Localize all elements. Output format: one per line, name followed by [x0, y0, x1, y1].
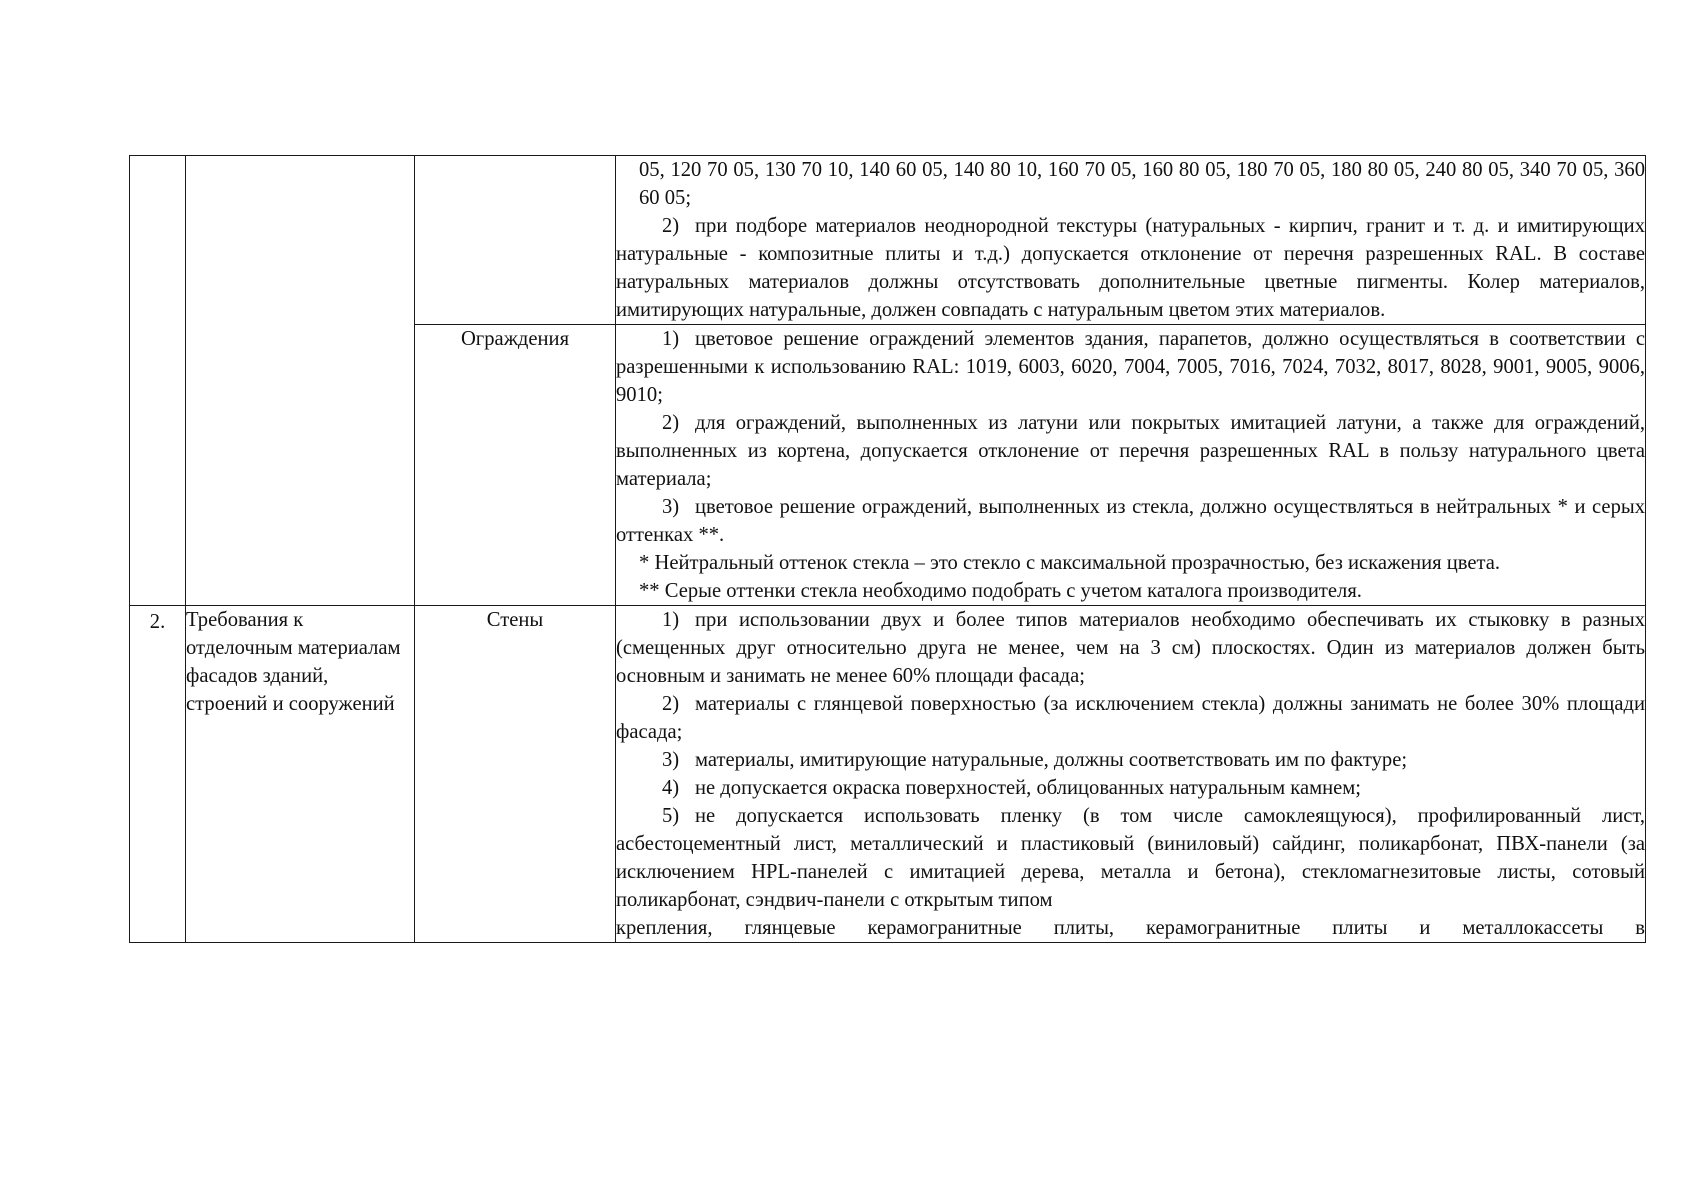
list-item-number: 5) — [662, 805, 680, 827]
list-item-number: 2) — [662, 215, 680, 237]
continued-text: крепления, глянцевые керамогранитные плиты, керамогранитные плиты и металлокассеты в — [616, 917, 1645, 939]
row-number-cell — [130, 156, 186, 606]
requirements-table — [129, 155, 1646, 943]
list-item-text: цветовое решение ограждений элементов здания, парапетов, должно осуществляться в соответствии с разрешенными к использованию RAL: 1019, 6003, 6020, 7004, 7005, 7016, 7024, 7032, 8017, 8028, 9001, 9005, 9006, 9010; — [616, 328, 1645, 406]
ral-list-continuation: 05, 120 70 05, 130 70 10, 140 60 05, 140 80 10, 160 70 05, 160 80 05, 180 70 05, 180 80 05, 240 80 05, 340 70 05, 360 60 05; — [639, 159, 1645, 209]
element-cell-walls: Стены — [415, 606, 616, 943]
table-row-walls — [130, 606, 1646, 943]
list-item-number: 2) — [662, 412, 680, 434]
content-cell-walls — [616, 606, 1646, 943]
requirement-cell: Требования к отделочным материалам фасадов зданий, строений и сооружений — [186, 606, 415, 943]
list-item-number: 1) — [662, 609, 680, 631]
element-cell-fences: Ограждения — [415, 325, 616, 606]
table-row-continuation — [130, 156, 1646, 325]
list-item — [616, 774, 1645, 802]
list-item — [616, 212, 1645, 324]
list-item-number: 1) — [662, 328, 680, 350]
list-item-text: не допускается использовать пленку (в том числе самоклеящуюся), профилированный лист, асбестоцементный лист, металлический и пластиковый (виниловый) сайдинг, поликарбонат, ПВХ-панели (за исключением HPL-панелей с имитацией дерева, металла и бетона), стекломагнезитовые листы, сотовый поликарбонат, сэндвич-панели с открытым типом — [616, 805, 1645, 911]
requirement-cell — [186, 156, 415, 606]
list-item-number: 2) — [662, 693, 680, 715]
list-item-text: материалы с глянцевой поверхностью (за исключением стекла) должны занимать не более 30% площади фасада; — [616, 693, 1645, 743]
list-item — [616, 493, 1645, 549]
list-item-text: не допускается окраска поверхностей, облицованных натуральным камнем; — [695, 777, 1362, 799]
list-item-text: для ограждений, выполненных из латуни или покрытых имитацией латуни, а также для ограждений, выполненных из кортена, допускается отклонение от перечня разрешенных RAL в пользу натурального цвета материала; — [616, 412, 1645, 490]
list-item-text: при подборе материалов неоднородной текстуры (натуральных - кирпич, гранит и т. д. и имитирующих натуральные - композитные плиты и т.д.) допускается отклонение от перечня разрешенных RAL. В составе натуральных материалов должны отсутствовать дополнительные цветные пигменты. Колер материалов, имитирующих натуральные, должен совпадать с натуральным цветом этих материалов. — [616, 215, 1645, 321]
element-cell — [415, 156, 616, 325]
list-item-number: 3) — [662, 496, 680, 518]
list-item-number: 3) — [662, 749, 680, 771]
list-item-text: цветовое решение ограждений, выполненных из стекла, должно осуществляться в нейтральных * и серых оттенках **. — [616, 496, 1645, 546]
row-number-cell: 2. — [130, 606, 186, 943]
footnote-neutral-glass: * Нейтральный оттенок стекла – это стекло с максимальной прозрачностью, без искажения цвета. — [639, 552, 1501, 574]
footnote-grey-glass: ** Серые оттенки стекла необходимо подобрать с учетом каталога производителя. — [639, 580, 1362, 602]
content-cell — [616, 156, 1646, 325]
list-item — [616, 746, 1645, 774]
content-cell-fences — [616, 325, 1646, 606]
truncated-line — [616, 914, 1645, 942]
list-item — [616, 802, 1645, 914]
list-item-text: при использовании двух и более типов материалов необходимо обеспечивать их стыковку в разных (смещенных друг относительно друга не менее, чем на 3 см) плоскостях. Один из материалов должен быть основным и занимать не менее 60% площади фасада; — [616, 609, 1645, 687]
list-item-text: материалы, имитирующие натуральные, должны соответствовать им по фактуре; — [695, 749, 1408, 771]
list-item — [616, 606, 1645, 690]
list-item — [616, 690, 1645, 746]
list-item — [616, 325, 1645, 409]
list-item — [616, 409, 1645, 493]
list-item-number: 4) — [662, 777, 680, 799]
